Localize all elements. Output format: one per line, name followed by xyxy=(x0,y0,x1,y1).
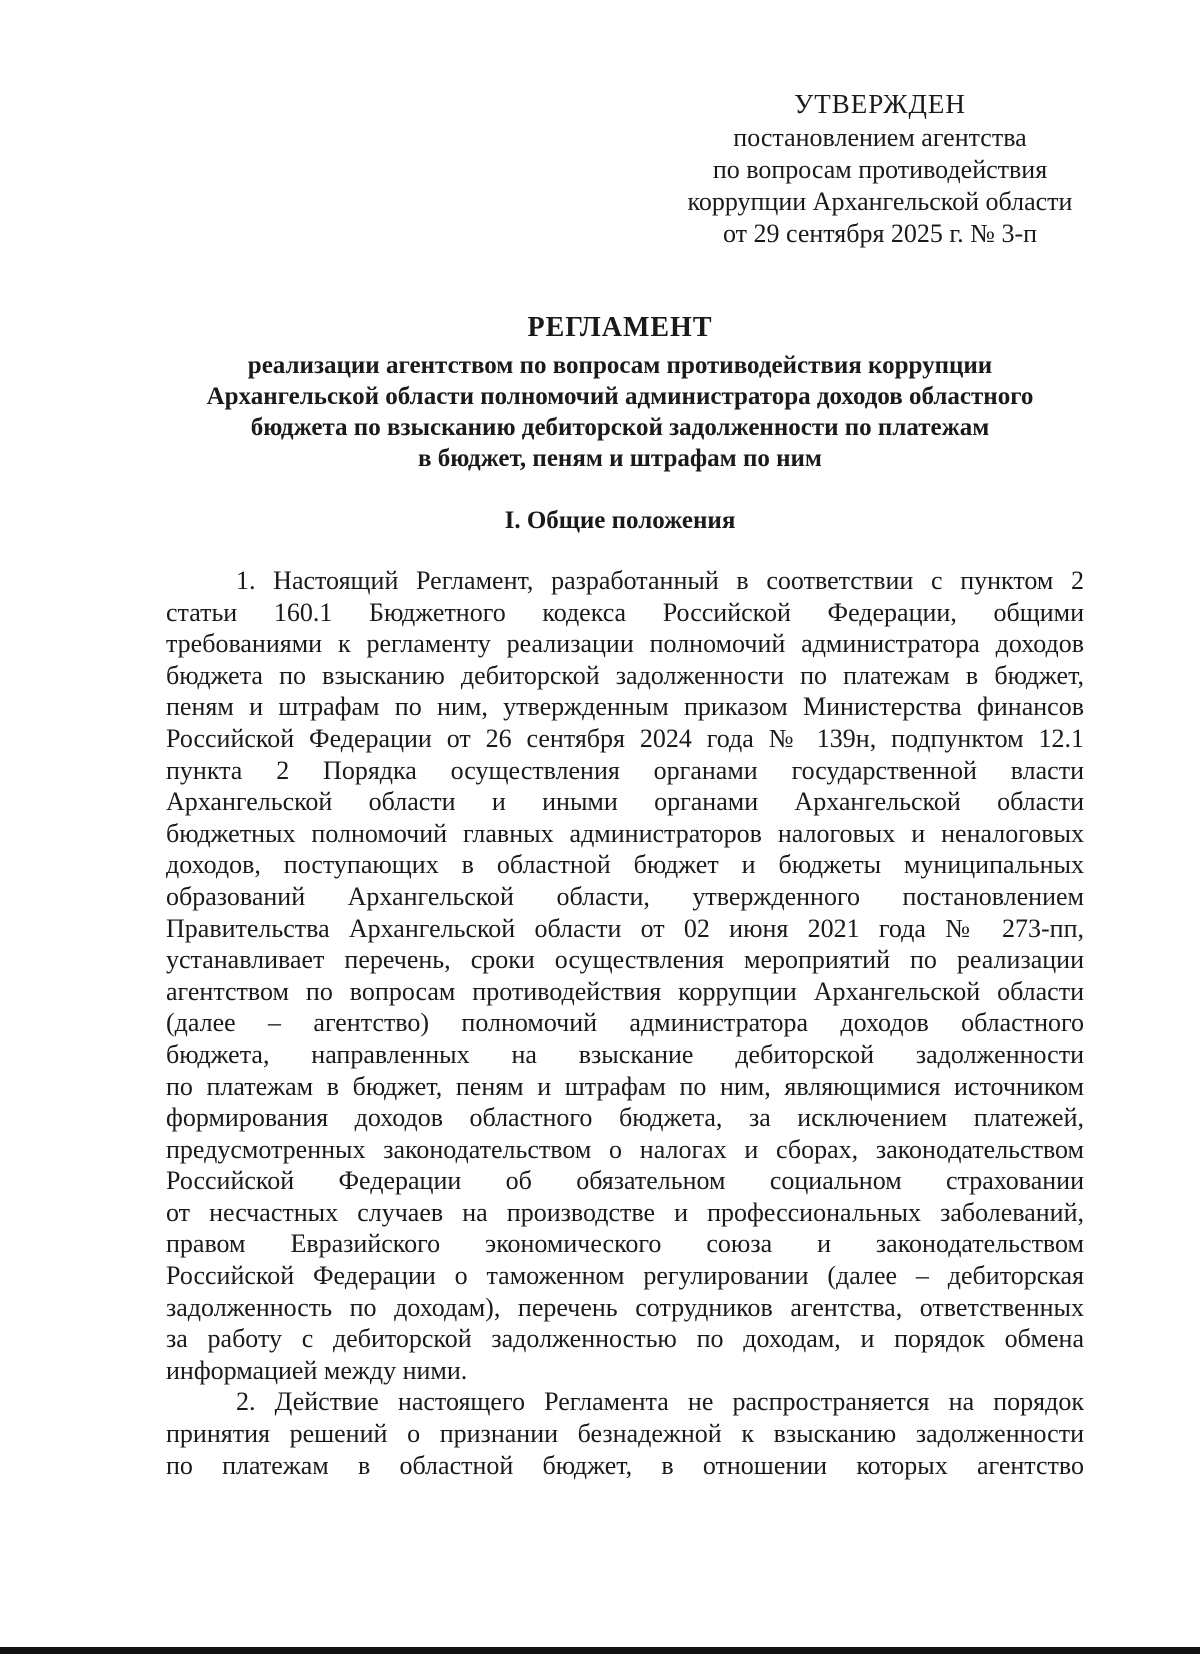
document-title: РЕГЛАМЕНТ xyxy=(527,312,713,343)
approval-line: постановлением агентства xyxy=(733,123,1027,152)
document-subtitle-line: в бюджет, пеням и штрафам по ним xyxy=(418,445,822,472)
approval-title: УТВЕРЖДЕН xyxy=(794,89,966,119)
approval-line: коррупции Архангельской области xyxy=(687,187,1073,216)
body-line: бюджета, направленных на взыскание дебиторской задолженности xyxy=(166,1039,1084,1069)
body-line: устанавливает перечень, сроки осуществления мероприятий по реализации xyxy=(166,945,1084,975)
body-line: доходов, поступающих в областной бюджет и бюджеты муниципальных xyxy=(166,850,1084,880)
paragraph-1-end: информацией между ними. xyxy=(166,1355,468,1385)
body-line: за работу с дебиторской задолженностью по доходам, и порядок обмена xyxy=(166,1324,1084,1354)
body-line: бюджета по взысканию дебиторской задолженности по платежам в бюджет, xyxy=(166,660,1084,690)
body-text xyxy=(166,565,1084,1481)
body-line: по платежам в областной бюджет, в отношении которых агентство xyxy=(166,1450,1084,1480)
body-line: Российской Федерации об обязательном социальном страховании xyxy=(166,1166,1084,1196)
approval-stamp xyxy=(660,88,1100,250)
body-line: по платежам в бюджет, пеням и штрафам по ним, являющимися источником xyxy=(166,1071,1084,1101)
body-line: принятия решений о признании безнадежной к взысканию задолженности xyxy=(166,1419,1084,1449)
body-line: агентством по вопросам противодействия коррупции Архангельской области xyxy=(166,976,1084,1006)
body-line: правом Евразийского экономического союза и законодательством xyxy=(166,1229,1084,1259)
document-subtitle-line: реализации агентством по вопросам противодействия коррупции xyxy=(247,352,993,379)
document-subtitle-line: Архангельской области полномочий администратора доходов областного xyxy=(206,383,1034,410)
document-subtitle-line: бюджета по взысканию дебиторской задолженности по платежам xyxy=(250,414,990,441)
approval-line: от 29 сентября 2025 г. № 3-п xyxy=(722,219,1038,248)
body-line: Российской Федерации от 26 сентября 2024 года № 139н, подпунктом 12.1 xyxy=(166,723,1084,753)
body-line: Архангельской области и иными органами Архангельской области xyxy=(166,787,1084,817)
body-line: образований Архангельской области, утвержденного постановлением xyxy=(166,881,1084,911)
body-line: от несчастных случаев на производстве и профессиональных заболеваний, xyxy=(166,1197,1084,1227)
document-title-block xyxy=(160,310,1080,474)
paragraph-2-start: 2. Действие настоящего Регламента не распространяется на порядок xyxy=(236,1387,1084,1417)
scan-bottom-edge xyxy=(0,1647,1200,1654)
body-line: статьи 160.1 Бюджетного кодекса Российской Федерации, общими xyxy=(166,597,1084,627)
section-heading: I. Общие положения xyxy=(504,507,736,534)
body-line: Правительства Архангельской области от 02 июня 2021 года № 273-пп, xyxy=(166,913,1084,943)
approval-line: по вопросам противодействия xyxy=(712,155,1048,184)
body-line: предусмотренных законодательством о налогах и сборах, законодательством xyxy=(166,1134,1084,1164)
body-line: задолженность по доходам), перечень сотрудников агентства, ответственных xyxy=(166,1292,1084,1322)
paragraph-1-start: 1. Настоящий Регламент, разработанный в соответствии с пунктом 2 xyxy=(236,566,1084,595)
body-line: пункта 2 Порядка осуществления органами государственной власти xyxy=(166,755,1084,785)
body-line: пеням и штрафам по ним, утвержденным приказом Министерства финансов xyxy=(166,692,1084,722)
body-line: бюджетных полномочий главных администраторов налоговых и неналоговых xyxy=(166,818,1084,848)
body-line: Российской Федерации о таможенном регулировании (далее – дебиторская xyxy=(166,1261,1084,1291)
body-line: (далее – агентство) полномочий администратора доходов областного xyxy=(166,1008,1084,1038)
body-line: формирования доходов областного бюджета, за исключением платежей, xyxy=(166,1103,1084,1133)
body-line: требованиями к регламенту реализации полномочий администратора доходов xyxy=(166,629,1084,659)
